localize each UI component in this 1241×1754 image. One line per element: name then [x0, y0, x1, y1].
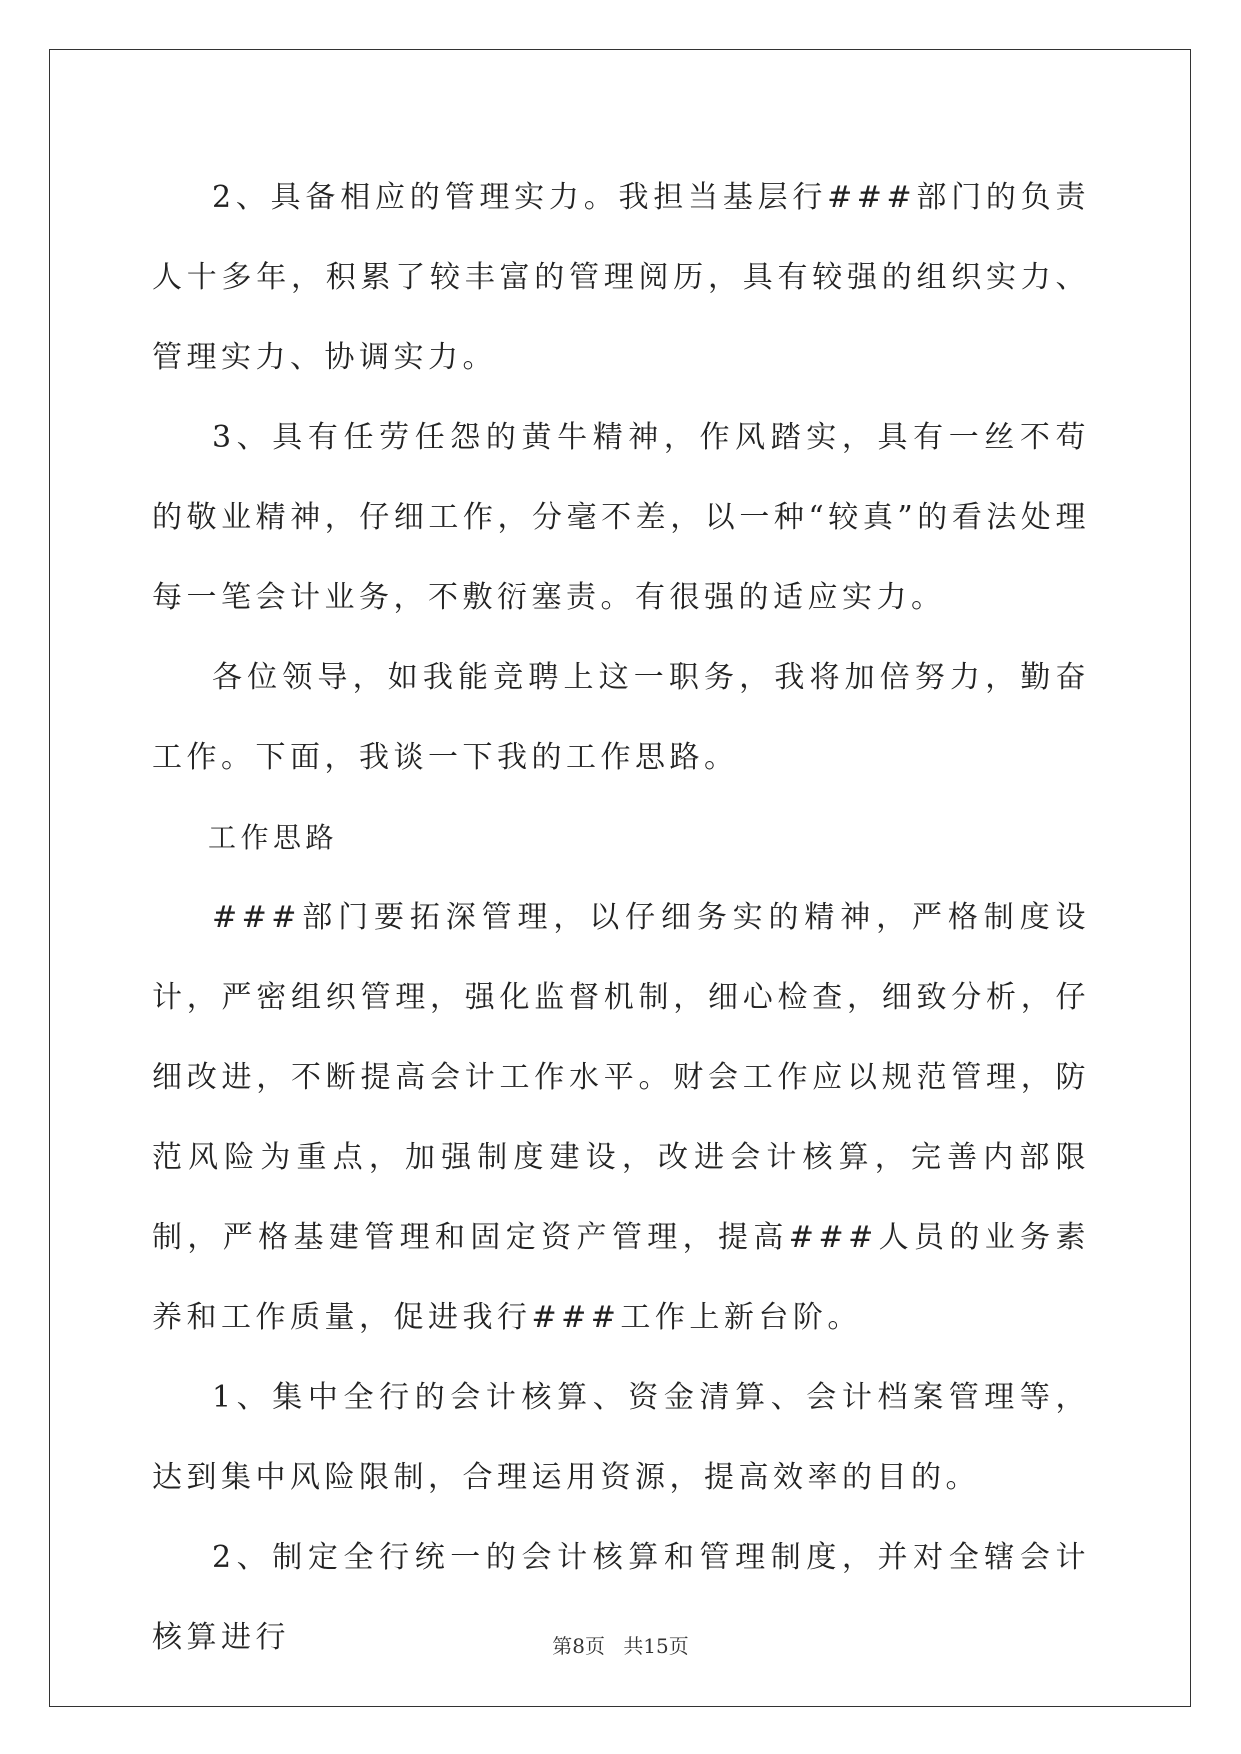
paragraph: 2、具备相应的管理实力。我担当基层行###部门的负责人十多年，积累了较丰富的管理阅历，具有较强的组织实力、管理实力、协调实力。 — [152, 180, 1090, 375]
paragraph: 3、具有任劳任怨的黄牛精神，作风踏实，具有一丝不苟的敬业精神，仔细工作，分毫不差，以一种“较真”的看法处理每一笔会计业务，不敷衍塞责。有很强的适应实力。 — [152, 420, 1090, 615]
paragraph: 1、集中全行的会计核算、资金清算、会计档案管理等，达到集中风险限制，合理运用资源，提高效率的目的。 — [152, 1380, 1090, 1495]
page-footer — [0, 1630, 1241, 1659]
document-body — [152, 158, 1090, 1678]
paragraph: 2、制定全行统一的会计核算和管理制度，并对全辖会计核算进行 — [152, 1540, 1090, 1655]
page-number: 第8页 — [552, 1634, 605, 1658]
paragraph: ###部门要拓深管理，以仔细务实的精神，严格制度设计，严密组织管理，强化监督机制，细心检查，细致分析，仔细改进，不断提高会计工作水平。财会工作应以规范管理，防范风险为重点，加强制度建设，改进会计核算，完善内部限制，严格基建管理和固定资产管理，提高###人员的业务素养和工作质量，促进我行###工作上新台阶。 — [152, 900, 1090, 1335]
section-heading: 工作思路 — [208, 821, 339, 854]
paragraph: 各位领导，如我能竞聘上这一职务，我将加倍努力，勤奋工作。下面，我谈一下我的工作思路。 — [152, 660, 1090, 775]
page-total: 共15页 — [623, 1634, 689, 1658]
